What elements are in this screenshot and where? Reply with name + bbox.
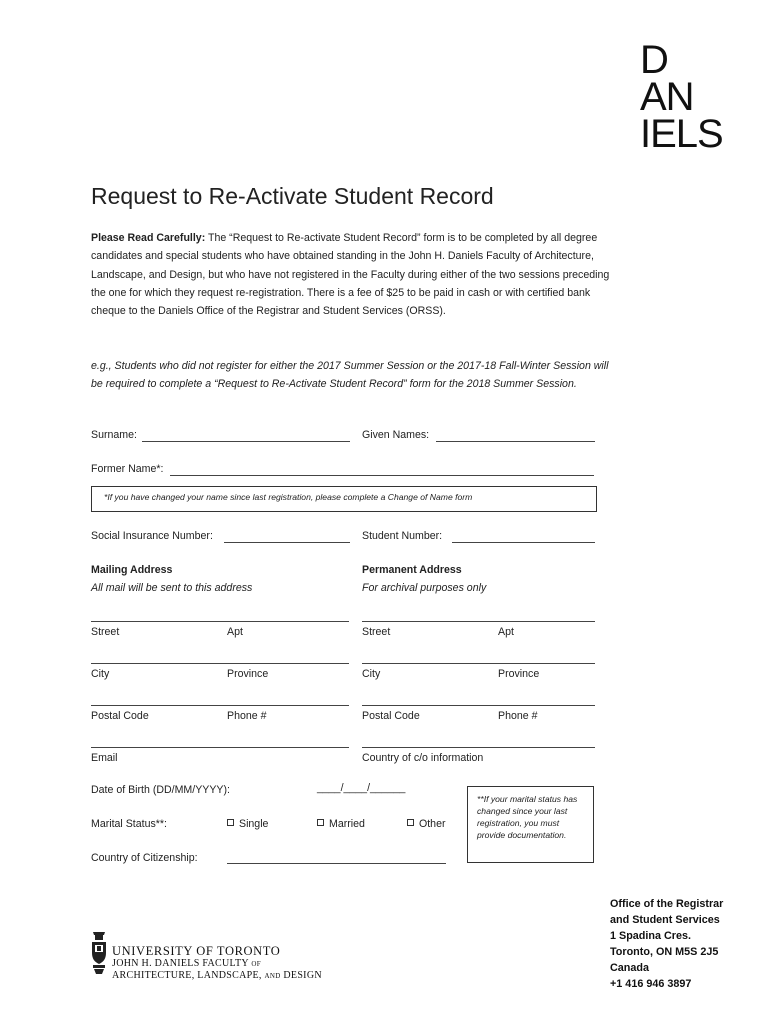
permanent-postal-label: Postal Code [362, 710, 420, 722]
citizenship-field[interactable] [227, 863, 446, 864]
email-field[interactable] [91, 747, 349, 748]
marital-option-other[interactable] [407, 818, 446, 830]
intro-body: The “Request to Re-activate Student Record” form is to be completed by all degree candidates and special students who have obtained standing in the John H. Daniels Faculty of Architecture, Landscape, and Design, but who have not registered in the Faculty during either of the two sessions preceding the one for which they request re-registration. There is a fee of $25 to be paid in cash or with certified bank cheque to the Daniels Office of the Registrar and Student Services (ORSS). [91, 232, 610, 318]
marital-option-single[interactable] [227, 818, 268, 830]
faculty-line-2 [112, 970, 322, 982]
mailing-city-field[interactable] [91, 663, 349, 664]
permanent-city-field[interactable] [362, 663, 595, 664]
mailing-street-field[interactable] [91, 621, 349, 622]
former-name-label: Former Name*: [91, 463, 164, 475]
married-checkbox[interactable] [317, 819, 324, 826]
permanent-address-heading: Permanent Address [362, 564, 462, 576]
permanent-address-subtitle: For archival purposes only [362, 582, 487, 594]
other-label: Other [419, 818, 446, 830]
surname-field[interactable] [142, 441, 350, 442]
citizenship-label: Country of Citizenship: [91, 852, 198, 864]
permanent-province-label: Province [498, 668, 540, 680]
faculty-line-1 [112, 958, 322, 970]
permanent-postal-field[interactable] [362, 705, 595, 706]
faculty-line-2-end: DESIGN [280, 970, 322, 981]
permanent-street-field[interactable] [362, 621, 595, 622]
mailing-address-heading: Mailing Address [91, 564, 173, 576]
surname-label: Surname: [91, 429, 137, 441]
logo-line-3: IELS [640, 112, 723, 156]
marital-status-label: Marital Status**: [91, 818, 167, 830]
office-address [610, 896, 723, 992]
logo-line-1: D [640, 38, 668, 82]
office-line-3: 1 Spadina Cres. [610, 930, 692, 942]
mailing-street-label: Street [91, 626, 120, 638]
daniels-logo [640, 38, 723, 156]
dob-field[interactable]: ____/____/______ [317, 782, 406, 794]
former-name-field[interactable] [170, 475, 594, 476]
permanent-apt-label: Apt [498, 626, 514, 638]
mailing-city-label: City [91, 668, 110, 680]
marital-note: **If your marital status has changed since your last registration, you must provide documentation. [477, 794, 578, 840]
mailing-apt-label: Apt [227, 626, 243, 638]
office-line-5: Canada [610, 962, 650, 974]
mailing-address-subtitle: All mail will be sent to this address [91, 582, 253, 594]
single-label: Single [239, 818, 269, 830]
mailing-province-label: Province [227, 668, 269, 680]
country-co-field[interactable] [362, 747, 595, 748]
university-name: UNIVERSITY OF TORONTO [112, 944, 281, 958]
office-line-4: Toronto, ON M5S 2J5 [610, 946, 719, 958]
given-names-field[interactable] [436, 441, 595, 442]
office-line-2: and Student Services [610, 914, 720, 926]
student-number-field[interactable] [452, 542, 595, 543]
email-label: Email [91, 752, 118, 764]
faculty-line-2-main: ARCHITECTURE, LANDSCAPE, [112, 970, 265, 981]
other-checkbox[interactable] [407, 819, 414, 826]
university-crest-icon [90, 931, 108, 980]
married-label: Married [329, 818, 365, 830]
sin-label: Social Insurance Number: [91, 530, 213, 542]
office-line-1: Office of the Registrar [610, 898, 724, 910]
page-title: Request to Re-Activate Student Record [91, 183, 494, 209]
mailing-postal-field[interactable] [91, 705, 349, 706]
student-number-label: Student Number: [362, 530, 443, 542]
university-wordmark [112, 944, 322, 982]
sin-field[interactable] [224, 542, 350, 543]
country-co-label: Country of c/o information [362, 752, 484, 764]
given-names-label: Given Names: [362, 429, 430, 441]
intro-lead: Please Read Carefully: [91, 232, 206, 244]
name-change-note: *If you have changed your name since last registration, please complete a Change of Name form [104, 492, 473, 502]
logo-line-2: AN [640, 75, 694, 119]
example-paragraph: e.g., Students who did not register for either the 2017 Summer Session or the 2017-18 Fall-Winter Session will be required to complete a “Request to Re-Activate Student Record” form for the 2018 Summer Session. [91, 360, 609, 391]
marital-option-married[interactable] [317, 818, 365, 830]
faculty-line-1-of: OF [251, 960, 261, 968]
faculty-line-2-and: AND [264, 972, 281, 980]
mailing-phone-label: Phone # [227, 710, 267, 722]
office-line-6: +1 416 946 3897 [610, 978, 692, 990]
dob-label: Date of Birth (DD/MM/YYYY): [91, 784, 230, 796]
intro-paragraph [91, 229, 616, 320]
mailing-postal-label: Postal Code [91, 710, 149, 722]
permanent-phone-label: Phone # [498, 710, 538, 722]
faculty-line-1-main: JOHN H. DANIELS FACULTY [112, 958, 252, 969]
permanent-city-label: City [362, 668, 381, 680]
single-checkbox[interactable] [227, 819, 234, 826]
permanent-street-label: Street [362, 626, 391, 638]
